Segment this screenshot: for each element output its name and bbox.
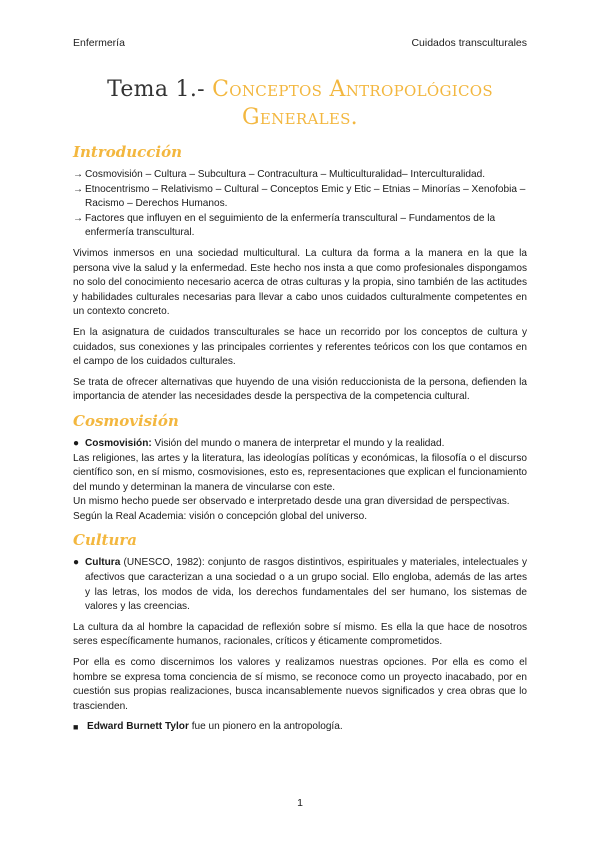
list-item xyxy=(73,168,527,183)
title-part-1: Tema 1.- xyxy=(107,77,205,102)
intro-paragraph-2: En la asignatura de cuidados transculturales se hace un recorrido por los conceptos de cultura y cuidados, sus conexiones y las principales corrientes y referentes teóricos con los que contamos en el campo de los cuidados culturales. xyxy=(73,326,527,368)
header-course: Cuidados transculturales xyxy=(411,37,527,49)
cosmovision-paragraph-2: Un mismo hecho puede ser observado e interpretado desde una gran diversidad de perspectivas. xyxy=(73,496,510,508)
page-title xyxy=(73,76,527,132)
title-part-2: Conceptos Antropológicos Generales. xyxy=(212,77,493,130)
heading-introduccion: Introducción xyxy=(73,143,183,161)
tylor-text: fue un pionero en la antropología. xyxy=(188,721,343,733)
cultura-paragraph-2: Por ella es como discernimos los valores y realizamos nuestras opciones. Por ella es como el hombre se expresa toma conciencia de sí mismo, se reconoce como un proyecto inacabado, por en cuestión sus propias realizaciones, busca incansablemente nuevos significados y crea obras que lo trascienden. xyxy=(73,657,527,712)
cosmovision-definition xyxy=(73,437,527,452)
cosmovision-paragraph-3: Según la Real Academia: visión o concepción global del universo. xyxy=(73,510,368,522)
list-item xyxy=(73,212,527,241)
bullet-square-icon: ■ xyxy=(73,722,79,733)
cultura-definition xyxy=(73,556,527,614)
list-item-text: Factores que influyen en el seguimiento de la enfermería transcultural – Fundamentos de la enfermería transcultural. xyxy=(85,212,496,239)
page-number: 1 xyxy=(297,797,303,809)
list-item xyxy=(73,183,527,212)
bullet-dot-icon: ● xyxy=(73,557,80,569)
cultura-term: Cultura xyxy=(85,557,121,569)
intro-topic-list xyxy=(73,168,527,241)
tylor-name: Edward Burnett Tylor xyxy=(87,721,189,733)
arrow-icon: → xyxy=(73,169,84,180)
heading-cultura: Cultura xyxy=(73,531,137,550)
cosmovision-paragraph-1: Las religiones, las artes y la literatura, las ideologías políticas y económicas, la filosofía o el discurso científico son, en sí mismo, cosmovisiones, esto es, representaciones que explican el funcionamiento del mundo y determinan la manera de vincularse con este. xyxy=(73,452,527,493)
bullet-dot-icon: ● xyxy=(73,437,80,449)
intro-paragraph-1: Vivimos inmersos en una sociedad multicultural. La cultura da forma a la manera en la que la persona vive la salud y la enfermedad. Este hecho nos insta a que como profesionales dispongamos no solo del conocimiento necesario acerca de otras culturas y la propia, sino también de las actitudes y habilidades culturales necesarias para llevar a cabo unos cuidados culturalmente competentes en un contexto concreto. xyxy=(73,247,527,318)
cosmovision-definition-text: Visión del mundo o manera de interpretar el mundo y la realidad. xyxy=(151,437,445,449)
tylor-item xyxy=(73,720,527,735)
arrow-icon: → xyxy=(73,212,84,224)
cultura-definition-text: (UNESCO, 1982): conjunto de rasgos distintivos, espirituales y materiales, intelectuales y afectivos que caracterizan a una sociedad o a un grupo social. Ello engloba, además de las artes y las letras, los modos de vida, los derechos fundamentales del ser humano, los sistemas de valores y las creencias. xyxy=(85,557,527,613)
intro-paragraph-3: Se trata de ofrecer alternativas que huyendo de una visión reduccionista de la persona, defienden la importancia de atender las necesidades desde la perspectiva de la competencia cultural. xyxy=(73,376,527,403)
heading-cosmovision: Cosmovisión xyxy=(73,411,179,430)
page-content xyxy=(73,76,527,735)
header-subject: Enfermería xyxy=(73,37,125,49)
cosmovision-term: Cosmovisión: xyxy=(85,437,152,449)
list-item-text: Etnocentrismo – Relativismo – Cultural – Conceptos Emic y Etic – Etnias – Minorías – Xenofobia – Racismo – Derechos Humanos. xyxy=(85,183,526,210)
cultura-paragraph-1: La cultura da al hombre la capacidad de reflexión sobre sí mismo. Es ella la que hace de nosotros seres específicamente humanos, racionales, críticos y éticamente comprometidos. xyxy=(73,621,527,648)
list-item-text: Cosmovisión – Cultura – Subcultura – Contracultura – Multiculturalidad– Interculturalidad. xyxy=(85,169,486,180)
arrow-icon: → xyxy=(73,183,84,195)
